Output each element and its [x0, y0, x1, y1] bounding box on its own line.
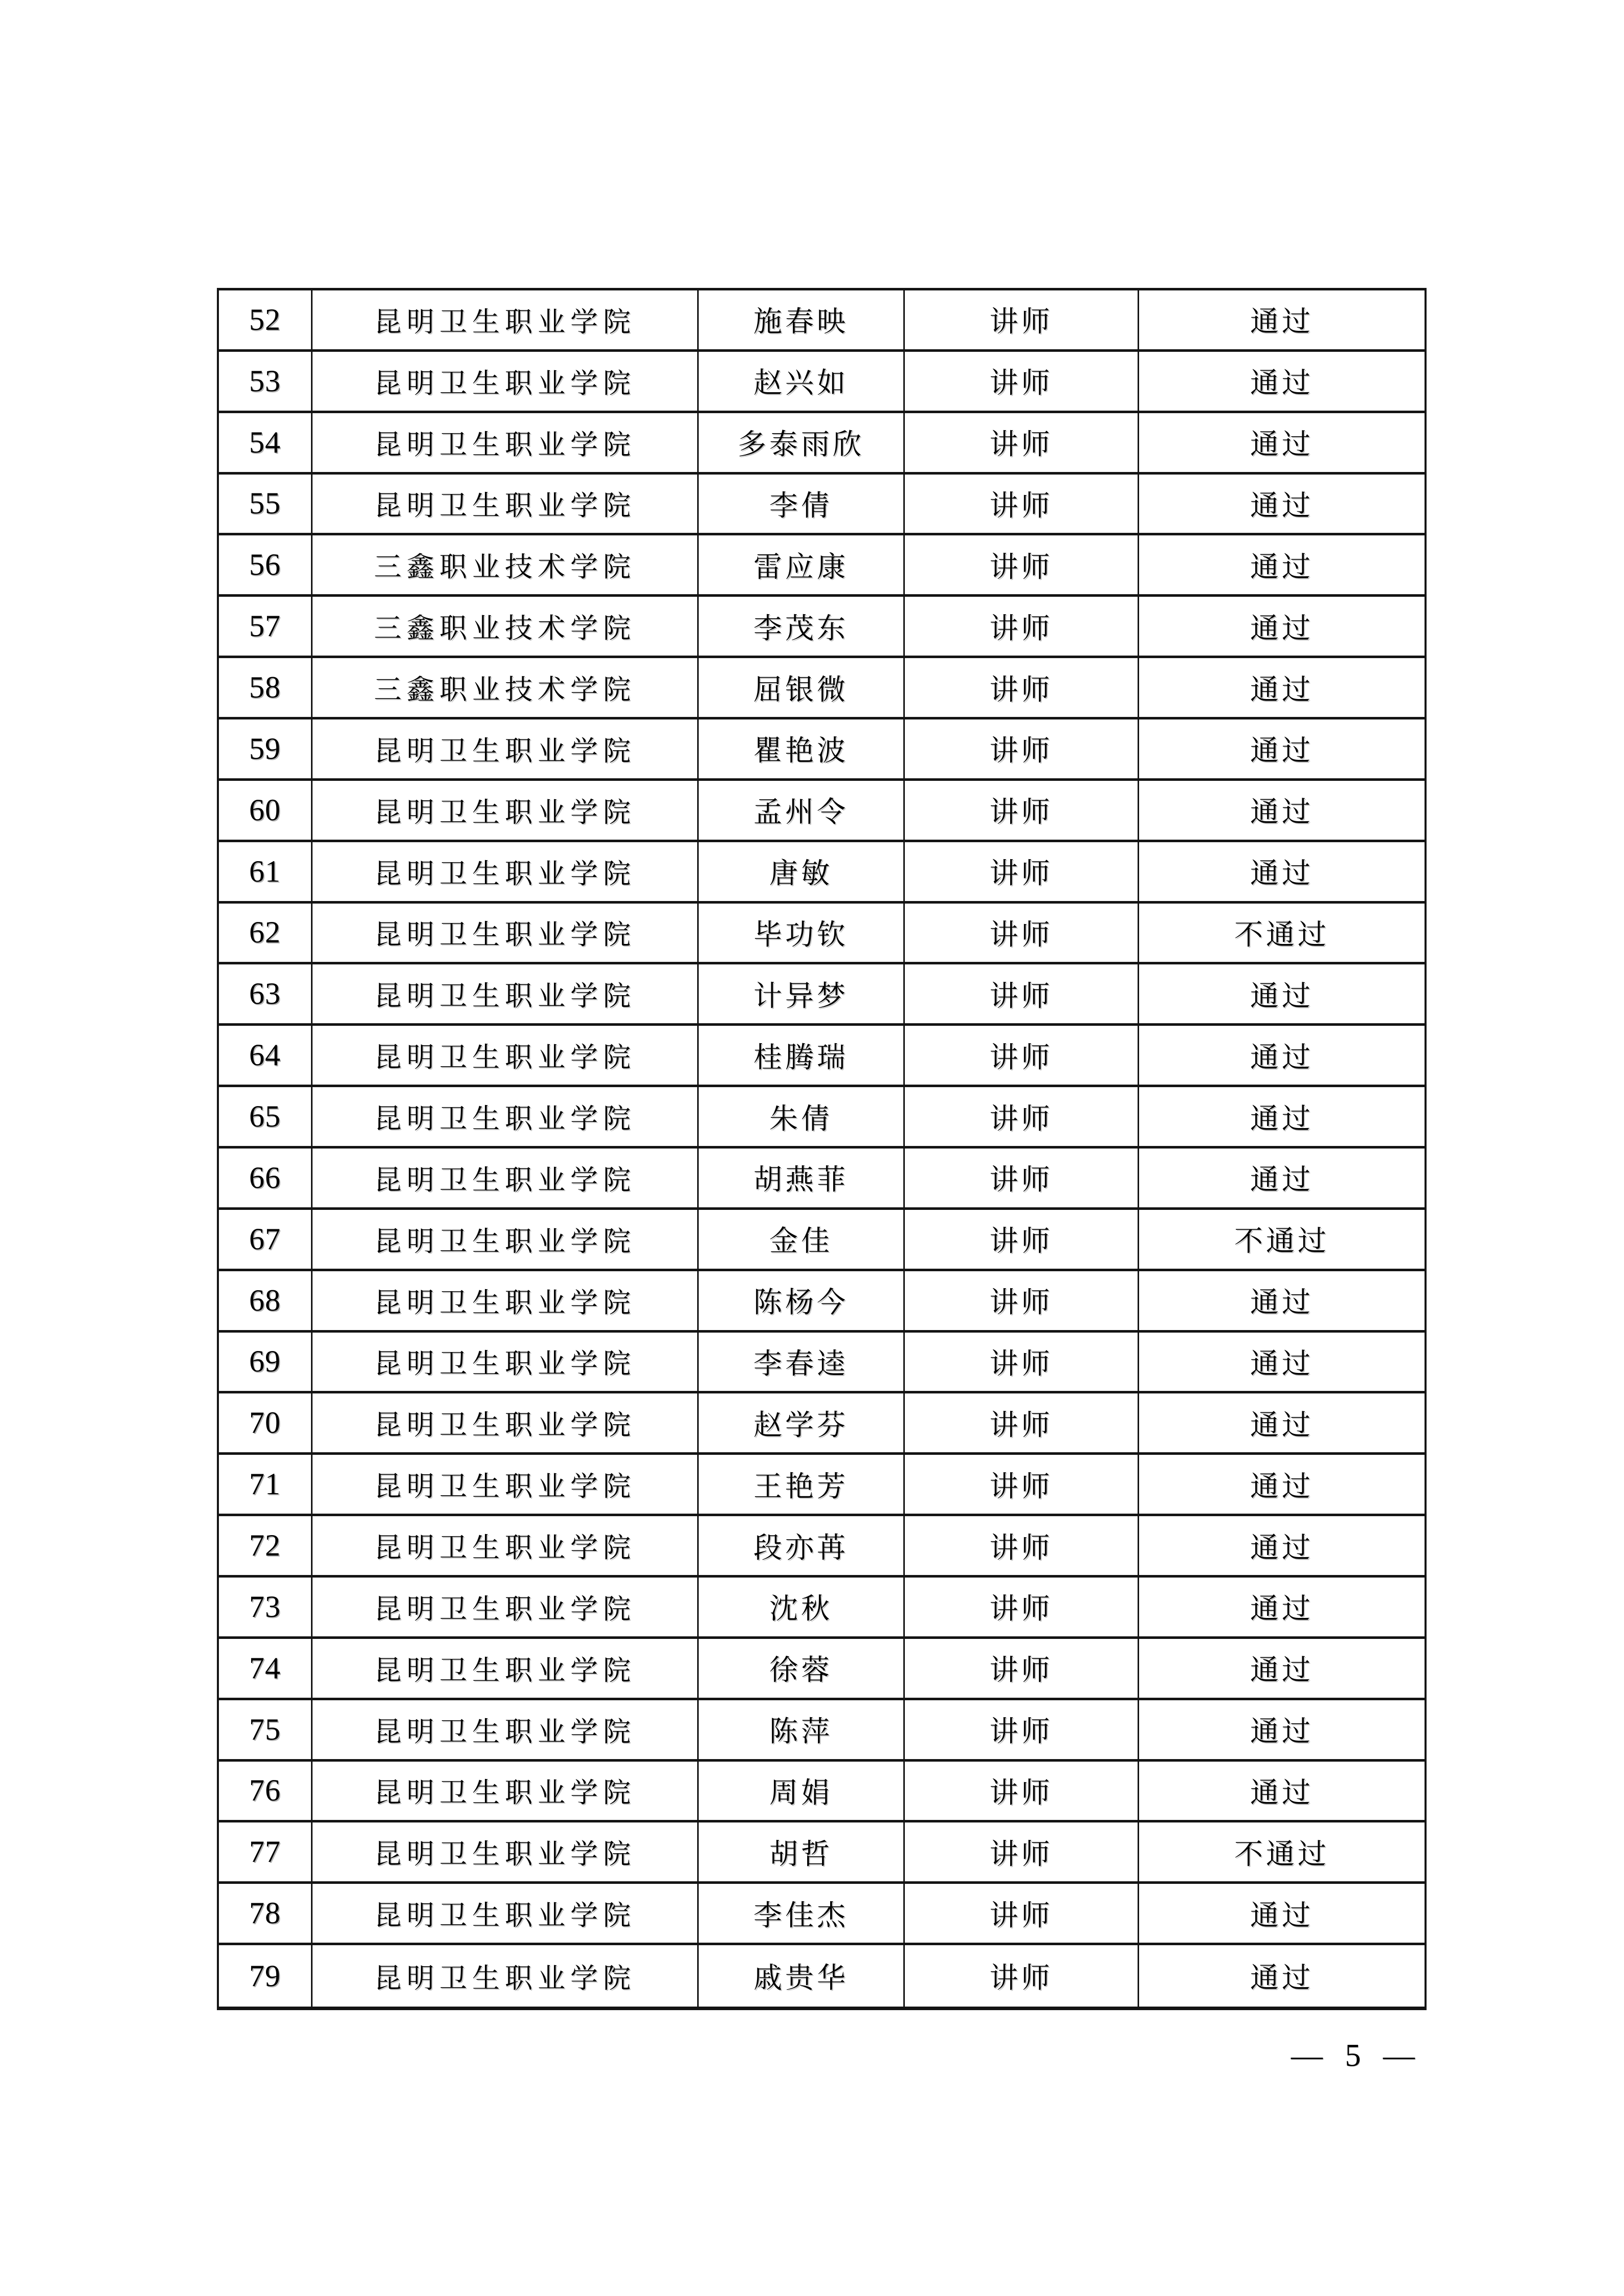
title-cell: 讲师 — [905, 842, 1139, 904]
result-cell: 通过 — [1139, 1639, 1425, 1700]
result-cell: 通过 — [1139, 1087, 1425, 1149]
school-cell: 昆明卫生职业学院 — [313, 1762, 699, 1823]
person-name-cell: 瞿艳波 — [699, 719, 905, 781]
review-result-table — [217, 288, 1427, 2010]
row-number-cell: 62 — [219, 904, 313, 965]
row-number-cell: 67 — [219, 1210, 313, 1271]
title-cell: 讲师 — [905, 1578, 1139, 1639]
person-name-cell: 陈萍 — [699, 1700, 905, 1762]
row-number-cell: 71 — [219, 1455, 313, 1516]
school-cell: 三鑫职业技术学院 — [313, 597, 699, 658]
title-cell: 讲师 — [905, 1822, 1139, 1884]
row-number-cell: 76 — [219, 1762, 313, 1823]
result-cell: 通过 — [1139, 1762, 1425, 1823]
title-cell: 讲师 — [905, 1455, 1139, 1516]
person-name-cell: 胡燕菲 — [699, 1149, 905, 1210]
result-cell: 通过 — [1139, 1149, 1425, 1210]
person-name-cell: 毕功钦 — [699, 904, 905, 965]
title-cell: 讲师 — [905, 781, 1139, 842]
row-number-cell: 52 — [219, 290, 313, 352]
result-cell: 通过 — [1139, 781, 1425, 842]
person-name-cell: 施春映 — [699, 290, 905, 352]
row-number-cell: 55 — [219, 475, 313, 536]
person-name-cell: 王艳芳 — [699, 1455, 905, 1516]
row-number-cell: 79 — [219, 1945, 313, 2007]
result-cell: 通过 — [1139, 658, 1425, 719]
page-number: — 5 — — [1291, 2038, 1422, 2073]
person-name-cell: 多泰雨欣 — [699, 413, 905, 475]
result-cell: 不通过 — [1139, 1210, 1425, 1271]
school-cell: 昆明卫生职业学院 — [313, 1087, 699, 1149]
school-cell: 昆明卫生职业学院 — [313, 1700, 699, 1762]
title-cell: 讲师 — [905, 1210, 1139, 1271]
result-cell: 通过 — [1139, 964, 1425, 1026]
row-number-cell: 60 — [219, 781, 313, 842]
row-number-cell: 73 — [219, 1578, 313, 1639]
title-cell: 讲师 — [905, 1393, 1139, 1455]
school-cell: 昆明卫生职业学院 — [313, 1516, 699, 1578]
title-cell: 讲师 — [905, 904, 1139, 965]
result-cell: 通过 — [1139, 1700, 1425, 1762]
school-cell: 昆明卫生职业学院 — [313, 1333, 699, 1394]
school-cell: 昆明卫生职业学院 — [313, 1884, 699, 1945]
result-cell: 通过 — [1139, 842, 1425, 904]
school-cell: 昆明卫生职业学院 — [313, 1393, 699, 1455]
result-cell: 通过 — [1139, 290, 1425, 352]
title-cell: 讲师 — [905, 352, 1139, 413]
school-cell: 昆明卫生职业学院 — [313, 1945, 699, 2007]
row-number-cell: 77 — [219, 1822, 313, 1884]
person-name-cell: 屈银微 — [699, 658, 905, 719]
person-name-cell: 李倩 — [699, 475, 905, 536]
school-cell: 昆明卫生职业学院 — [313, 719, 699, 781]
title-cell: 讲师 — [905, 1884, 1139, 1945]
row-number-cell: 56 — [219, 535, 313, 597]
result-cell: 通过 — [1139, 535, 1425, 597]
title-cell: 讲师 — [905, 413, 1139, 475]
school-cell: 昆明卫生职业学院 — [313, 475, 699, 536]
title-cell: 讲师 — [905, 1087, 1139, 1149]
person-name-cell: 沈秋 — [699, 1578, 905, 1639]
result-cell: 通过 — [1139, 597, 1425, 658]
result-cell: 通过 — [1139, 475, 1425, 536]
row-number-cell: 70 — [219, 1393, 313, 1455]
person-name-cell: 徐蓉 — [699, 1639, 905, 1700]
person-name-cell: 朱倩 — [699, 1087, 905, 1149]
person-name-cell: 段亦苒 — [699, 1516, 905, 1578]
title-cell: 讲师 — [905, 1762, 1139, 1823]
title-cell: 讲师 — [905, 964, 1139, 1026]
row-number-cell: 65 — [219, 1087, 313, 1149]
result-cell: 通过 — [1139, 1884, 1425, 1945]
title-cell: 讲师 — [905, 719, 1139, 781]
title-cell: 讲师 — [905, 1700, 1139, 1762]
row-number-cell: 78 — [219, 1884, 313, 1945]
school-cell: 昆明卫生职业学院 — [313, 964, 699, 1026]
result-cell: 通过 — [1139, 1026, 1425, 1087]
title-cell: 讲师 — [905, 1333, 1139, 1394]
title-cell: 讲师 — [905, 1149, 1139, 1210]
person-name-cell: 戚贵华 — [699, 1945, 905, 2007]
result-cell: 通过 — [1139, 352, 1425, 413]
row-number-cell: 54 — [219, 413, 313, 475]
school-cell: 昆明卫生职业学院 — [313, 781, 699, 842]
person-name-cell: 唐敏 — [699, 842, 905, 904]
school-cell: 三鑫职业技术学院 — [313, 535, 699, 597]
row-number-cell: 74 — [219, 1639, 313, 1700]
school-cell: 昆明卫生职业学院 — [313, 842, 699, 904]
person-name-cell: 赵兴如 — [699, 352, 905, 413]
row-number-cell: 72 — [219, 1516, 313, 1578]
title-cell: 讲师 — [905, 658, 1139, 719]
row-number-cell: 68 — [219, 1271, 313, 1333]
school-cell: 昆明卫生职业学院 — [313, 1271, 699, 1333]
person-name-cell: 雷应康 — [699, 535, 905, 597]
row-number-cell: 59 — [219, 719, 313, 781]
row-number-cell: 58 — [219, 658, 313, 719]
school-cell: 昆明卫生职业学院 — [313, 352, 699, 413]
title-cell: 讲师 — [905, 290, 1139, 352]
row-number-cell: 61 — [219, 842, 313, 904]
school-cell: 昆明卫生职业学院 — [313, 1822, 699, 1884]
person-name-cell: 赵学芬 — [699, 1393, 905, 1455]
person-name-cell: 陈杨今 — [699, 1271, 905, 1333]
row-number-cell: 57 — [219, 597, 313, 658]
result-cell: 不通过 — [1139, 1822, 1425, 1884]
title-cell: 讲师 — [905, 1639, 1139, 1700]
school-cell: 昆明卫生职业学院 — [313, 1639, 699, 1700]
result-cell: 通过 — [1139, 1271, 1425, 1333]
row-number-cell: 64 — [219, 1026, 313, 1087]
person-name-cell: 金佳 — [699, 1210, 905, 1271]
title-cell: 讲师 — [905, 475, 1139, 536]
school-cell: 昆明卫生职业学院 — [313, 904, 699, 965]
result-cell: 通过 — [1139, 1455, 1425, 1516]
person-name-cell: 胡哲 — [699, 1822, 905, 1884]
title-cell: 讲师 — [905, 597, 1139, 658]
school-cell: 昆明卫生职业学院 — [313, 1026, 699, 1087]
result-cell: 通过 — [1250, 1963, 1314, 1995]
title-cell: 讲师 — [905, 1945, 1139, 2007]
person-name-cell: 李佳杰 — [699, 1884, 905, 1945]
school-cell: 昆明卫生职业学院 — [313, 290, 699, 352]
result-cell: 通过 — [1139, 1578, 1425, 1639]
result-cell: 通过 — [1139, 413, 1425, 475]
school-cell: 三鑫职业技术学院 — [313, 658, 699, 719]
school-cell: 昆明卫生职业学院 — [313, 1149, 699, 1210]
title-cell: 讲师 — [905, 1271, 1139, 1333]
title-cell: 讲师 — [905, 1516, 1139, 1578]
row-number-cell: 66 — [219, 1149, 313, 1210]
row-number-cell: 53 — [219, 352, 313, 413]
title-cell: 讲师 — [905, 535, 1139, 597]
person-name-cell: 周娟 — [699, 1762, 905, 1823]
person-name-cell: 孟州令 — [699, 781, 905, 842]
person-name-cell: 李春逵 — [699, 1333, 905, 1394]
school-cell: 昆明卫生职业学院 — [313, 1455, 699, 1516]
person-name-cell: 李茂东 — [699, 597, 905, 658]
row-number-cell: 63 — [219, 964, 313, 1026]
school-cell: 昆明卫生职业学院 — [313, 413, 699, 475]
person-name-cell: 计异梦 — [699, 964, 905, 1026]
result-cell: 通过 — [1139, 1516, 1425, 1578]
school-cell: 昆明卫生职业学院 — [313, 1578, 699, 1639]
row-number-cell: 69 — [219, 1333, 313, 1394]
title-cell: 讲师 — [905, 1026, 1139, 1087]
result-cell: 通过 — [1139, 1333, 1425, 1394]
school-cell: 昆明卫生职业学院 — [313, 1210, 699, 1271]
result-cell: 不通过 — [1139, 904, 1425, 965]
result-cell: 通过 — [1139, 719, 1425, 781]
row-number-cell: 75 — [219, 1700, 313, 1762]
person-name-cell: 桂腾瑞 — [699, 1026, 905, 1087]
result-cell: 通过 — [1139, 1393, 1425, 1455]
